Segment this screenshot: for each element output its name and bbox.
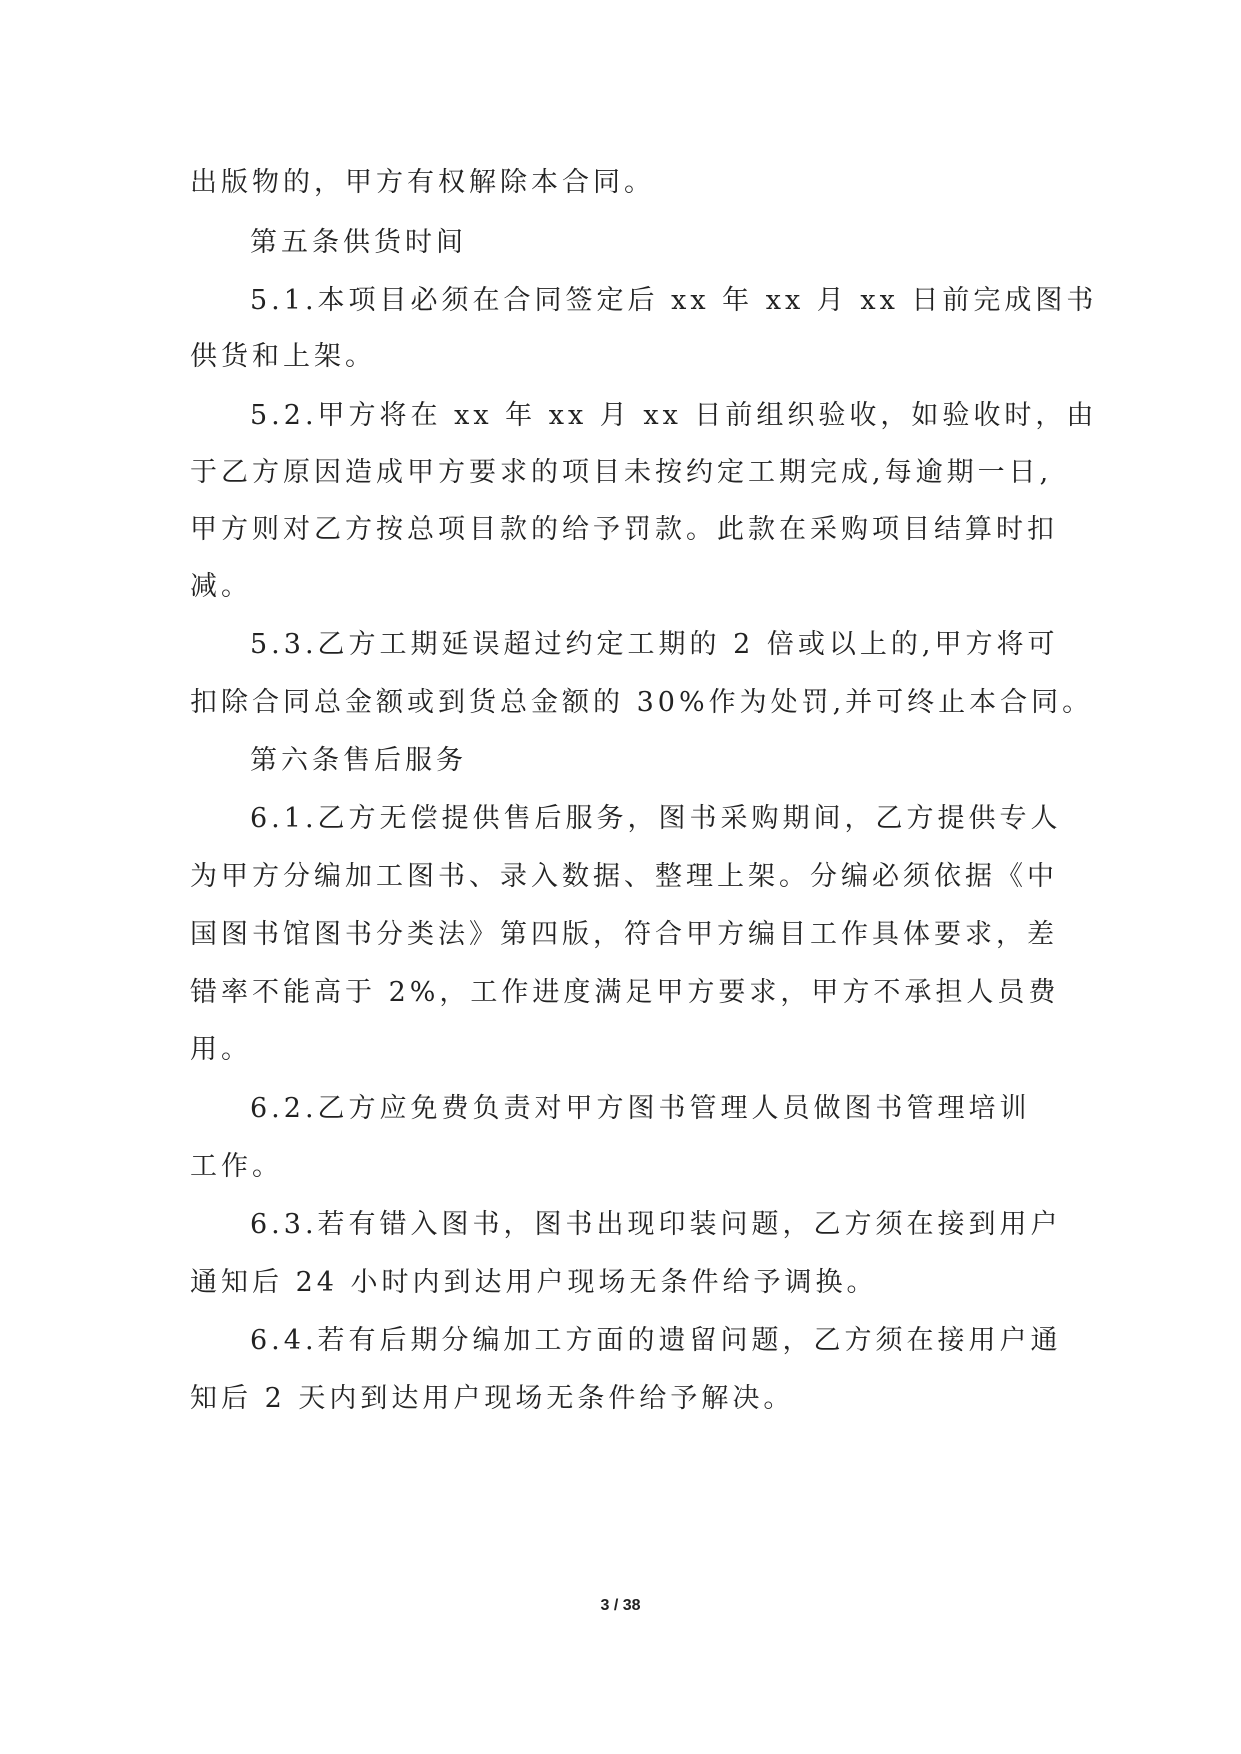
page-number: 3 / 38 (600, 1597, 641, 1614)
section-heading: 第六条售后服务 (250, 745, 467, 776)
text-line: 出版物的，甲方有权解除本合同。 (190, 167, 655, 198)
text-line: 供货和上架。 (190, 341, 376, 372)
text-line: 为甲方分编加工图书、录入数据、整理上架。分编必须依据《中 (190, 861, 1058, 892)
text-line: 错率不能高于 2%，工作进度满足甲方要求，甲方不承担人员费 (190, 977, 1060, 1008)
text-line: 6.2.乙方应免费负责对甲方图书管理人员做图书管理培训 (250, 1093, 1031, 1124)
text-line: 5.1.本项目必须在合同签定后 xx 年 xx 月 xx 日前完成图书 (250, 285, 1098, 316)
text-line: 5.2.甲方将在 xx 年 xx 月 xx 日前组织验收，如验收时，由 (250, 400, 1098, 431)
text-line: 工作。 (190, 1151, 283, 1182)
text-line: 于乙方原因造成甲方要求的项目未按约定工期完成,每逾期一日, (190, 457, 1053, 488)
text-line: 用。 (190, 1034, 252, 1065)
text-line: 甲方则对乙方按总项目款的给予罚款。此款在采购项目结算时扣 (190, 514, 1058, 545)
text-line: 6.3.若有错入图书，图书出现印装问题，乙方须在接到用户 (250, 1209, 1062, 1240)
text-line: 国图书馆图书分类法》第四版，符合甲方编目工作具体要求，差 (190, 919, 1058, 950)
section-heading: 第五条供货时间 (250, 227, 467, 258)
text-line: 通知后 24 小时内到达用户现场无条件给予调换。 (190, 1267, 878, 1298)
text-line: 5.3.乙方工期延误超过约定工期的 2 倍或以上的,甲方将可 (250, 629, 1059, 660)
text-line: 减。 (190, 571, 252, 602)
text-line: 6.1.乙方无偿提供售后服务，图书采购期间，乙方提供专人 (250, 803, 1062, 834)
text-line: 6.4.若有后期分编加工方面的遗留问题，乙方须在接用户通 (250, 1325, 1062, 1356)
text-line: 扣除合同总金额或到货总金额的 30%作为处罚,并可终止本合同。 (190, 687, 1094, 718)
text-line: 知后 2 天内到达用户现场无条件给予解决。 (190, 1383, 795, 1414)
